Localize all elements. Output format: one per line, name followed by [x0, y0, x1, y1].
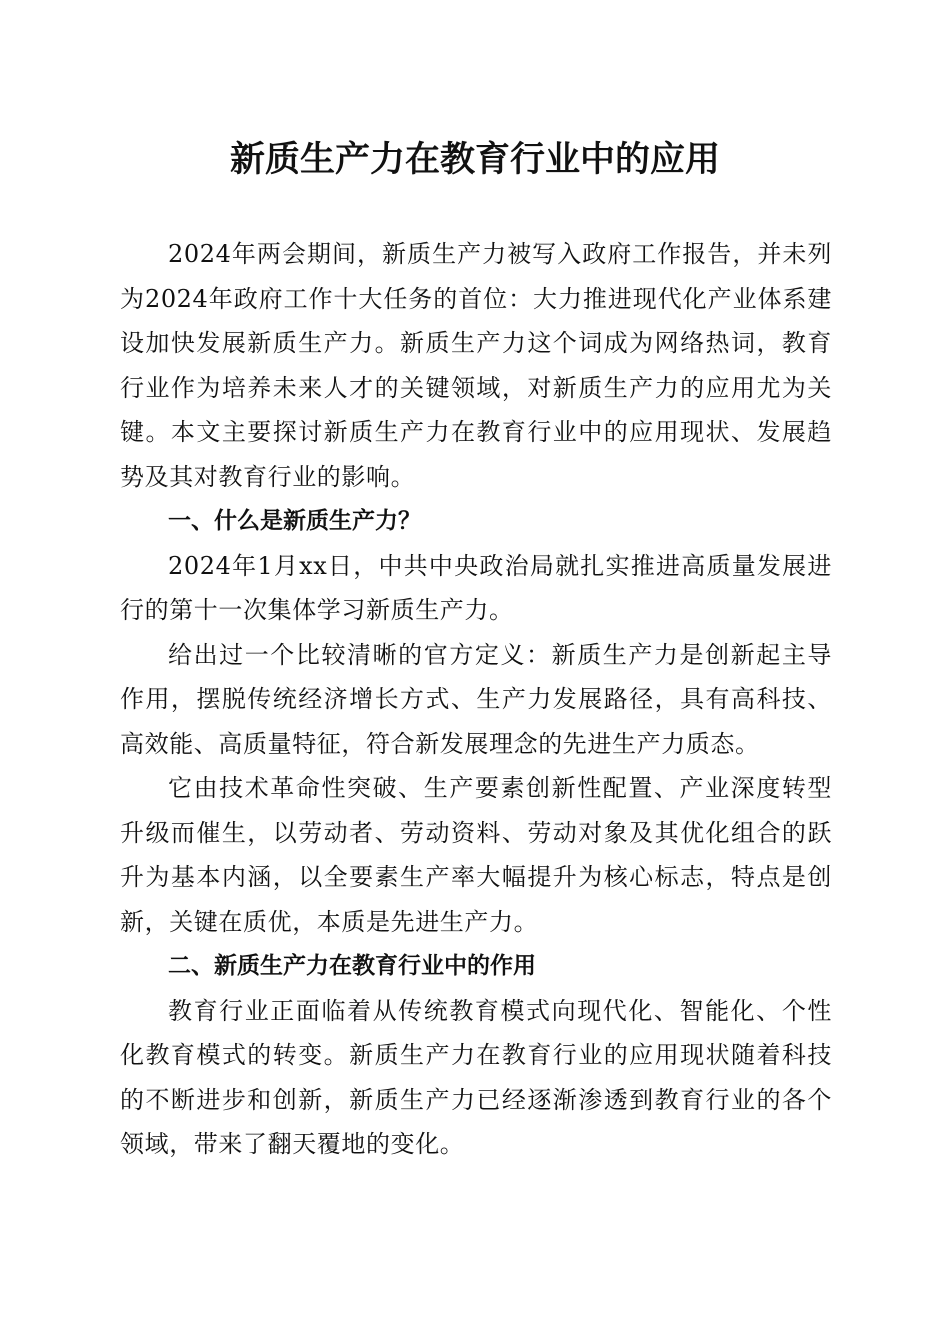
- document-title: 新质生产力在教育行业中的应用: [229, 140, 720, 180]
- section-heading-1: 一、什么是新质生产力？: [168, 508, 421, 534]
- section-heading-2: 二、新质生产力在教育行业中的作用: [168, 953, 536, 979]
- paragraph-characteristics: 它由技术革命性突破、生产要素创新性配置、产业深度转型升级而催生，以劳动者、劳动资料、劳动对象及其优化组合的跃升为基本内涵，以全要素生产率大幅提升为核心标志，特点是创新，关键在质优，本质是先进生产力。: [120, 774, 832, 936]
- paragraph-official-definition: 给出过一个比较清晰的官方定义：新质生产力是创新起主导作用，摆脱传统经济增长方式、生产力发展路径，具有高科技、高效能、高质量特征，符合新发展理念的先进生产力质态。: [120, 640, 832, 758]
- paragraph-education-transition: 教育行业正面临着从传统教育模式向现代化、智能化、个性化教育模式的转变。新质生产力在教育行业的应用现状随着科技的不断进步和创新，新质生产力已经逐渐渗透到教育行业的各个领域，带来了翻天覆地的变化。: [120, 996, 832, 1158]
- paragraph-study-session: 2024年1月xx日，中共中央政治局就扎实推进高质量发展进行的第十一次集体学习新质生产力。: [120, 551, 832, 624]
- intro-paragraph: 2024年两会期间，新质生产力被写入政府工作报告，并未列为2024年政府工作十大任务的首位：大力推进现代化产业体系建设加快发展新质生产力。新质生产力这个词成为网络热词，教育行业作为培养未来人才的关键领域，对新质生产力的应用尤为关键。本文主要探讨新质生产力在教育行业中的应用现状、发展趋势及其对教育行业的影响。: [120, 240, 832, 491]
- document-body: [120, 232, 832, 1167]
